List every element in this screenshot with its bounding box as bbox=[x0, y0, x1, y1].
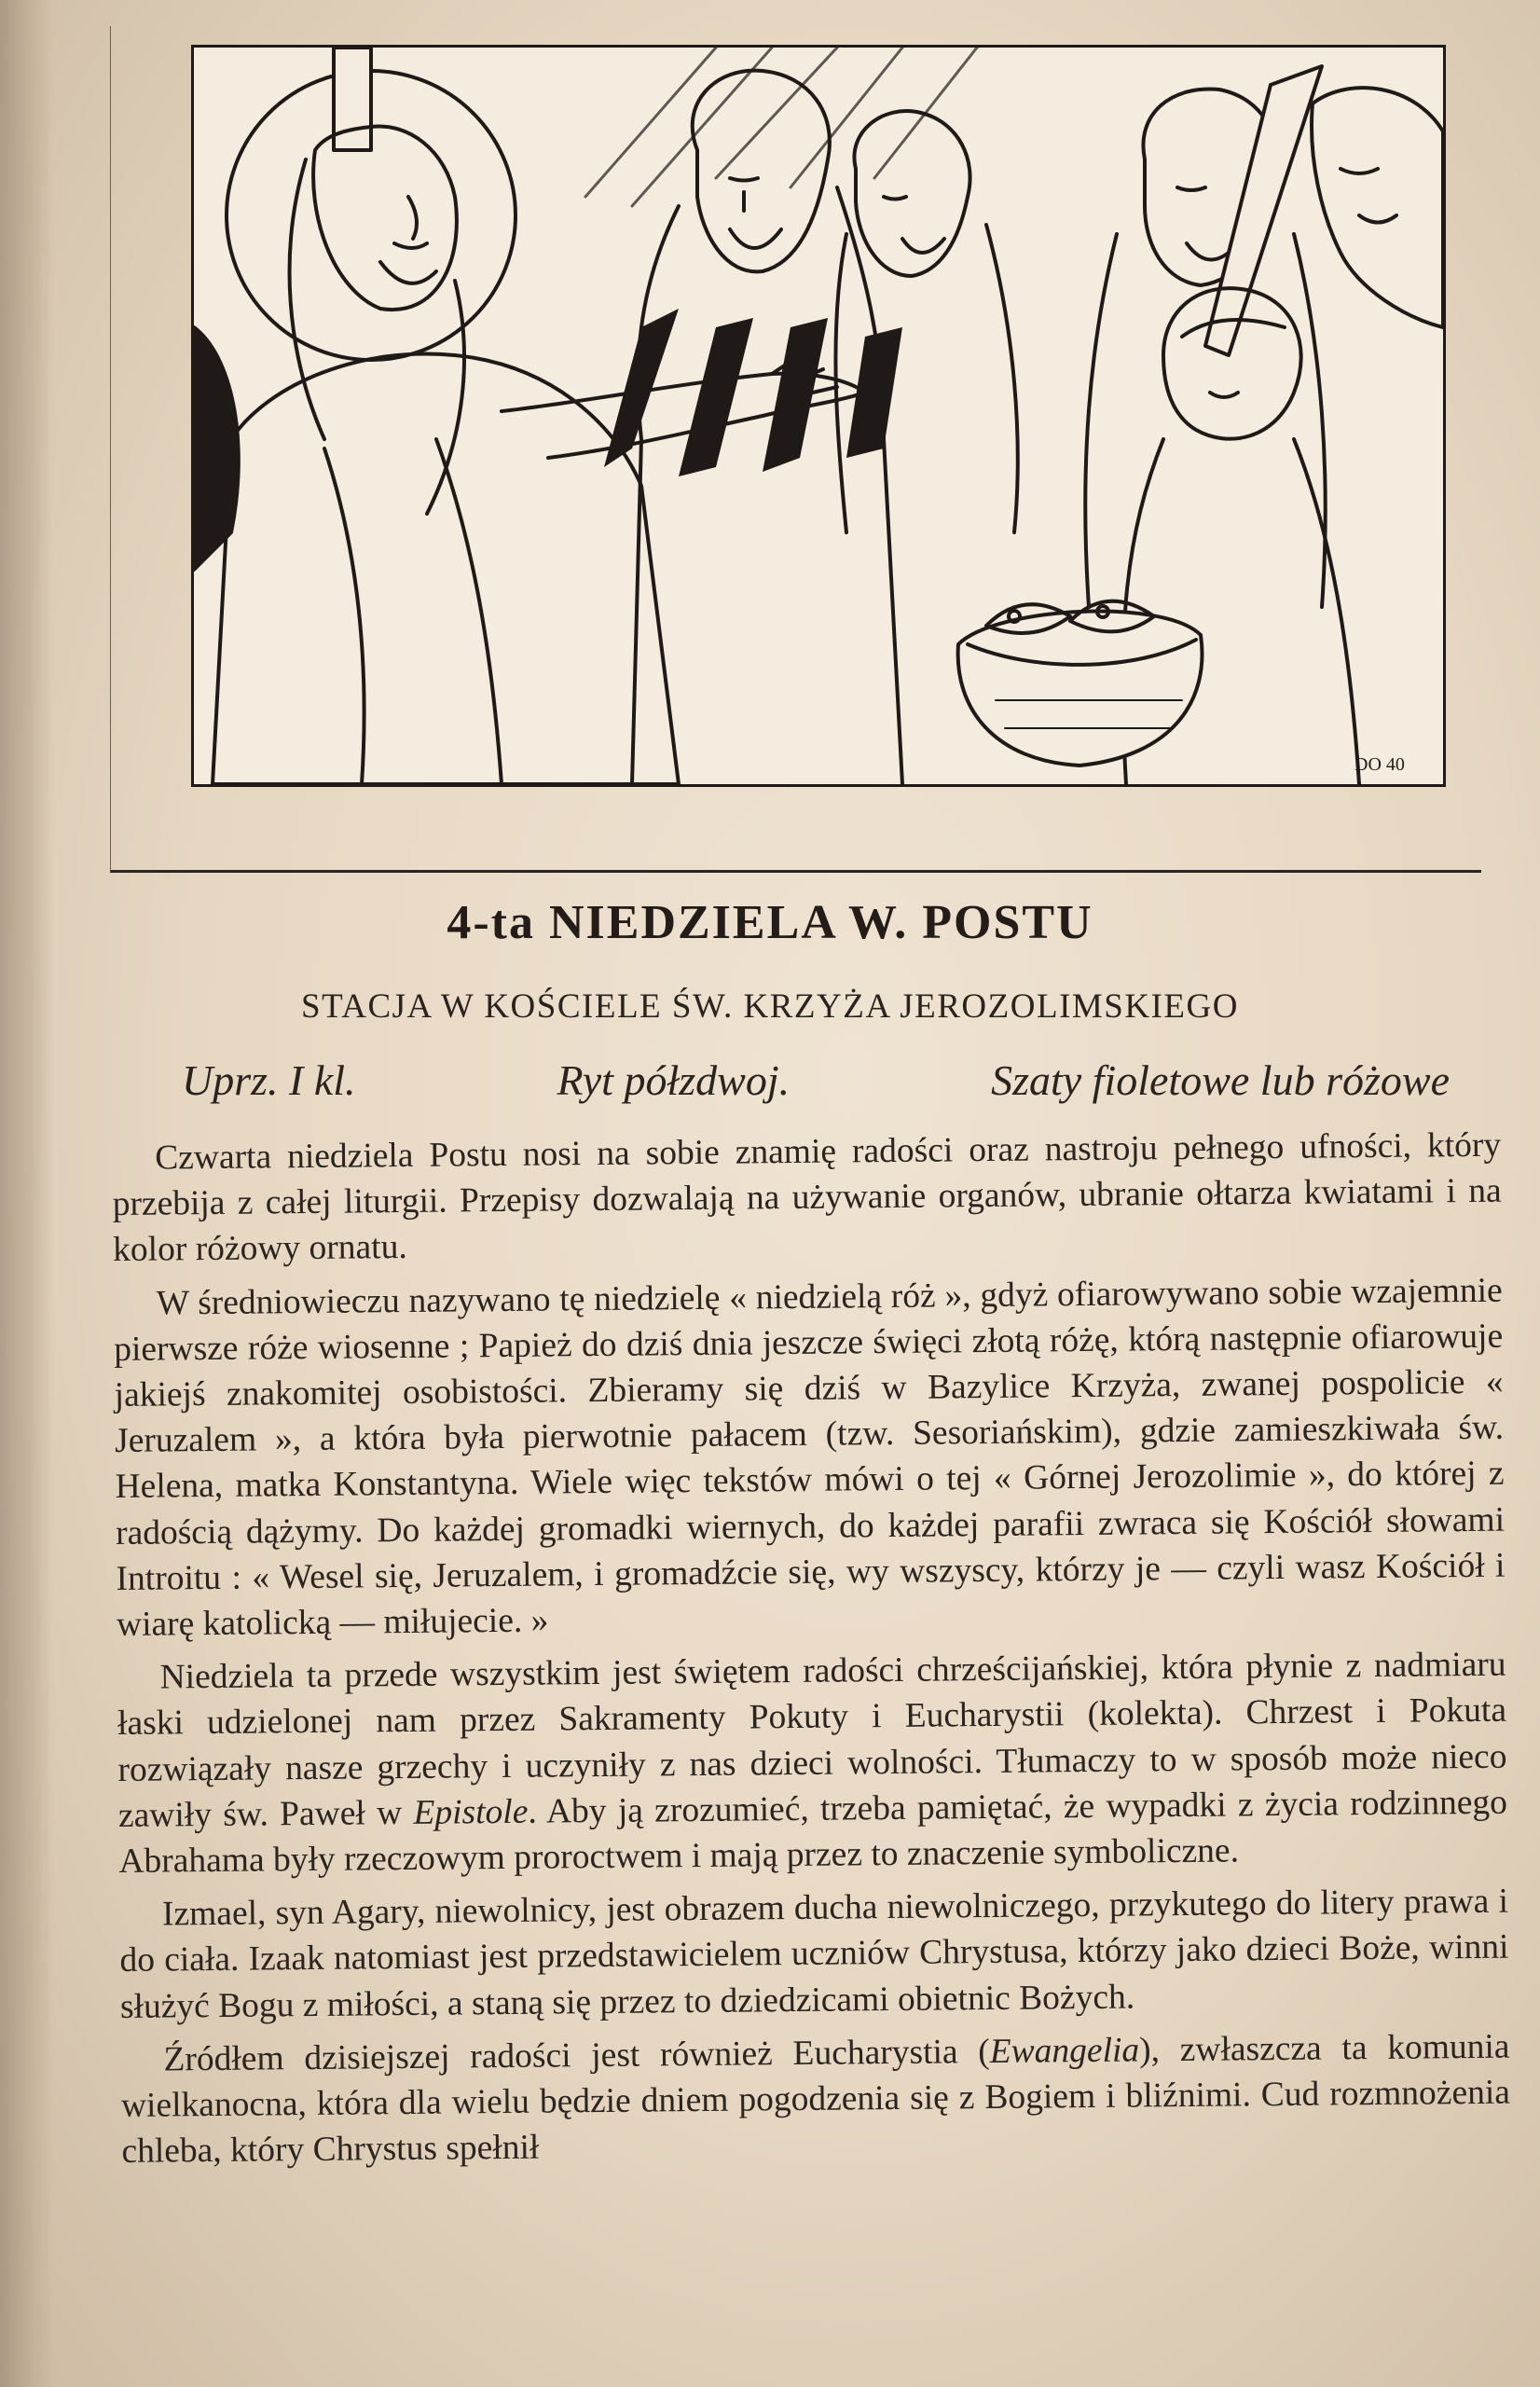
station-heading: STACJA W KOŚCIELE ŚW. KRZYŻA JEROZOLIMSKIEGO bbox=[301, 987, 1239, 1026]
illustration-christ-multiplying-loaves-icon bbox=[194, 48, 1443, 784]
paragraph-3: Niedziela ta przede wszystkim jest świętem radości chrześcijańskiej, która płynie z nadmiaru łaski udzielonej nam przez Sakramenty Pokuty i Eucharystii (kolekta). Chrzest i Pokuta rozwiązały nasze grzechy i uczyniły z nas dzieci wolności. Tłumaczy to w sposób może nieco zawiły św. Paweł w Epistole. Aby ją zrozumieć, trzeba pamiętać, że wypadki z życia rodzinnego Abrahama były rzeczowym proroctwem i mają przez to znaczenie symboliczne. bbox=[117, 1645, 1508, 1882]
paragraph-2: W średniowieczu nazywano tę niedzielę « niedzielą róż », gdyż ofiarowywano sobie wzajemnie pierwsze róże wiosenne ; Papież do dziś dnia jeszcze święci złotą różę, którą następnie ofiarowuje jakiejś znakomitej osobistości. Zbieramy się dziś w Bazylice Krzyża, zwanej pospolicie « Jeruzalem », a która była pierwotnie pałacem (tzw. Sesoriańskim), gdzie zamieszkiwała św. Helena, matka Konstantyna. Wiele więc tekstów mówi o tej « Górnej Jerozolimie », do której z radością dążymy. Do każdej gromadki wiernych, do każdej parafii zwraca się Kościół słowami Introitu : « Wesel się, Jeruzalem, i gromadźcie się, wy wszyscy, którzy je — czyli wasz Kościół i wiarę katolicką — miłujecie. » bbox=[114, 1271, 1506, 1645]
paragraph-4: Izmael, syn Agary, niewolnicy, jest obrazem ducha niewolniczego, przykutego do litery prawa i do ciała. Izaak natomiast jest przedstawicielem uczniów Chrystusa, którzy jako dzieci Boże, winni służyć Bogu z miłości, a staną się przez to dziedzicami obietnic Bożych. bbox=[119, 1882, 1509, 2026]
paragraph-1: Czwarta niedziela Postu nosi na sobie znamię radości oraz nastroju pełnego ufności, który przebija z całej liturgii. Przepisy dozwalają na używanie organów, ubranie ołtarza kwiatami i na kolor różowy ornatu. bbox=[112, 1125, 1502, 1270]
rubric-vestments: Szaty fioletowe lub różowe bbox=[991, 1056, 1450, 1104]
paragraph-5: Źródłem dzisiejszej radości jest również Eucharystia (Ewangelia), zwłaszcza ta komunia wielkanocna, która dla wielu będzie dniem pogodzenia się z Bogiem i bliźnimi. Cud rozmnożenia chleba, który Chrystus spełnił bbox=[120, 2027, 1511, 2172]
rubric-rank: Uprz. I kl. bbox=[182, 1056, 356, 1104]
book-gutter-shadow bbox=[0, 0, 54, 2387]
illustration bbox=[191, 45, 1446, 787]
rubric-rite: Ryt półzdwoj. bbox=[557, 1056, 791, 1104]
body-text bbox=[112, 1123, 1511, 2183]
gospel-reference: Ewangelia bbox=[989, 2031, 1140, 2071]
liturgical-rubric bbox=[182, 1056, 1450, 1105]
page-title: 4-ta NIEDZIELA W. POSTU bbox=[447, 896, 1093, 949]
epistle-reference: Epistole bbox=[413, 1792, 529, 1832]
illustration-signature: DO 40 bbox=[1354, 754, 1405, 775]
